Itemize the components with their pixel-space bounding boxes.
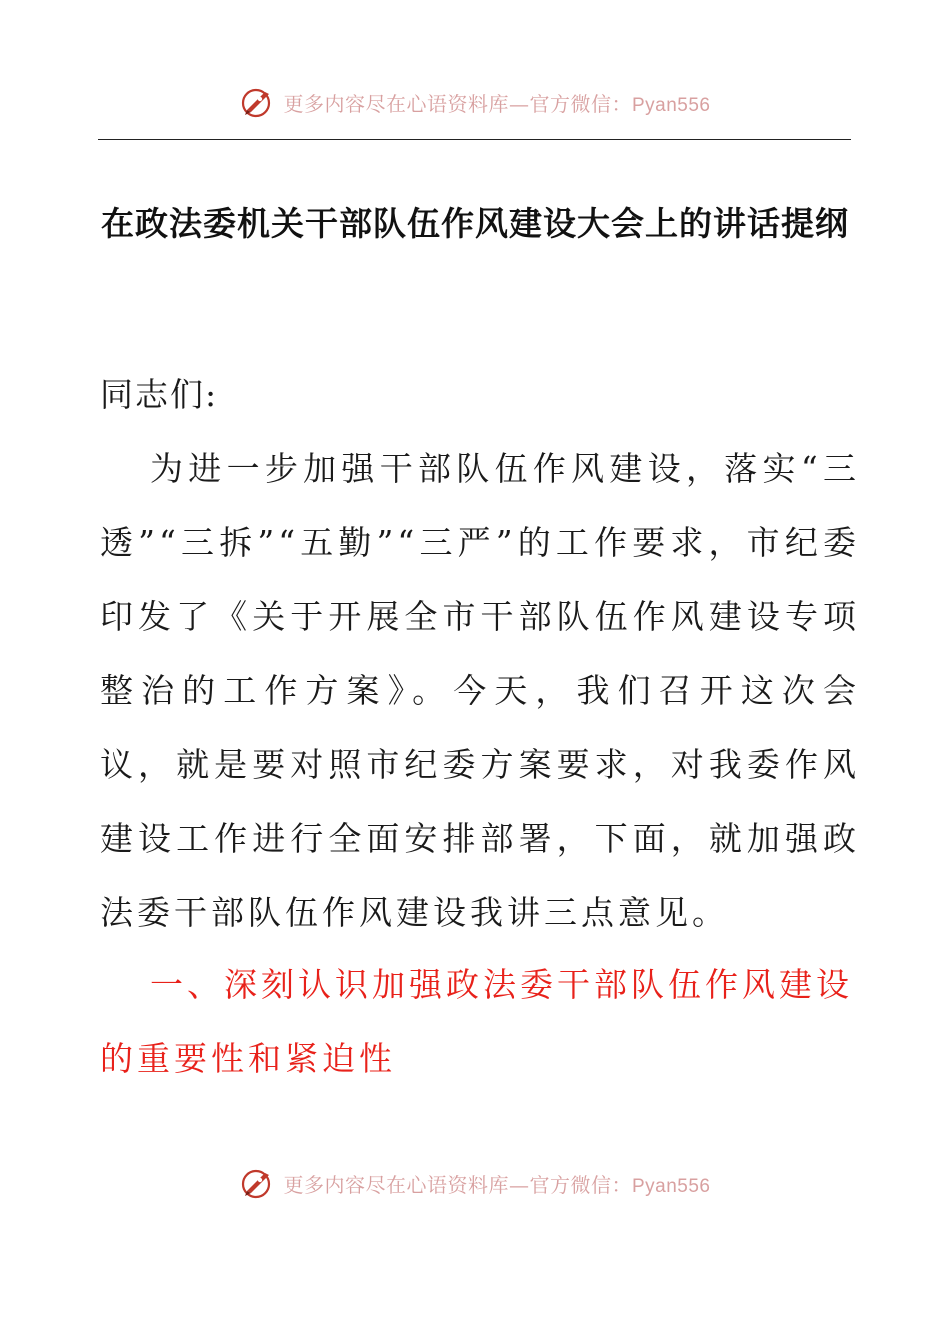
- section-heading: 一、深刻认识加强政法委干部队伍作风建设的重要性和紧迫性: [100, 965, 853, 1078]
- header-watermark: [0, 82, 950, 122]
- watermark-text: 更多内容尽在心语资料库—官方微信：Pyan556: [283, 91, 711, 116]
- body-paragraph: 为进一步加强干部队伍作风建设，落实“三透”“三拆”“五勤”“三严”的工作要求，市纪委印发了《关于开展全市干部队伍作风建设专项整治的工作方案》。今天，我们召开这次会议，就是要对照市纪委方案要求，对我委作风建设工作进行全面安排部署，下面，就加强政法委干部队伍作风建设我讲三点意见。: [100, 449, 860, 932]
- pen-circle-logo-icon: [239, 84, 275, 120]
- salutation: 同志们:: [100, 375, 219, 414]
- watermark-code: Pyan556: [631, 94, 711, 116]
- watermark-text: 更多内容尽在心语资料库—官方微信：Pyan556: [283, 1172, 711, 1197]
- footer-watermark: [0, 1163, 950, 1203]
- pen-circle-logo-icon: [239, 1165, 275, 1201]
- document-title: 在政法委机关干部队伍作风建设大会上的讲话提纲: [101, 204, 849, 243]
- watermark-code: Pyan556: [631, 1175, 711, 1197]
- header-divider: [98, 139, 851, 140]
